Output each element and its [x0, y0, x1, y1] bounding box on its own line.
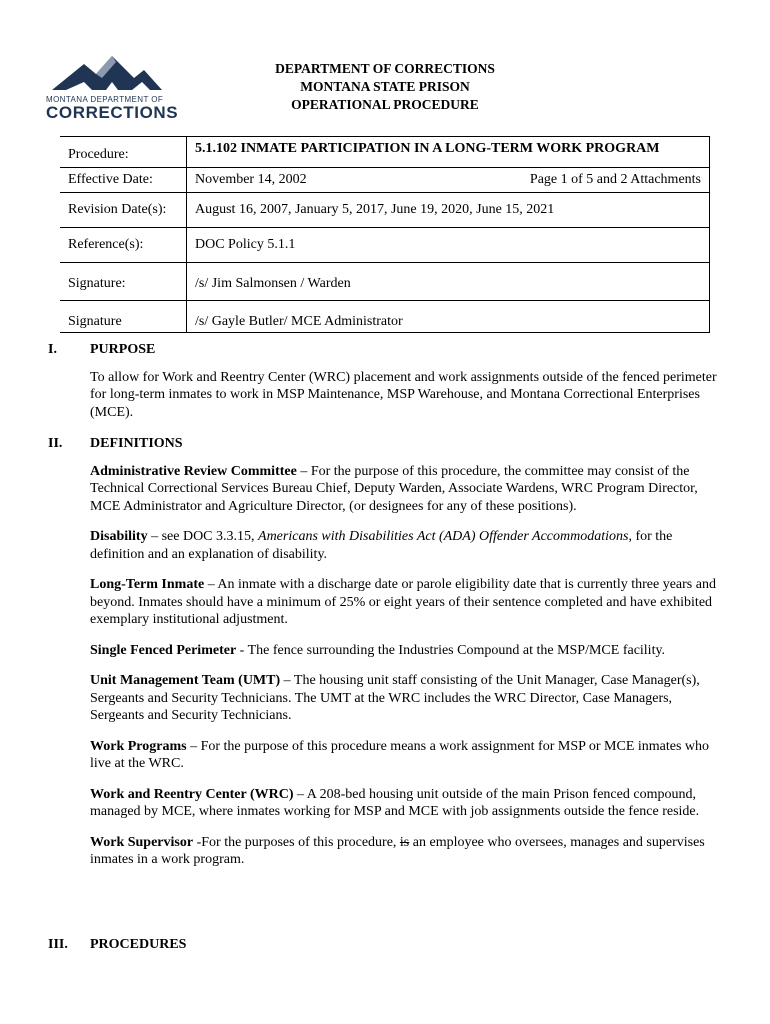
meta-row-procedure	[60, 137, 710, 168]
definition-term: Work Programs	[90, 738, 187, 754]
meta-row-signature-2	[60, 301, 710, 333]
definitions-list	[90, 463, 728, 869]
section-number: II.	[48, 436, 63, 451]
header-line-1: DEPARTMENT OF CORRECTIONS	[275, 61, 495, 76]
signature-2-label: Signature	[60, 301, 187, 333]
definition-text: – For the purpose of this procedure, the committee may consist of the Technical Correctional Services Bureau Chief, Deputy Warden, Associate Wardens, WRC Program Director, MCE Administrator and Agriculture Director, (or designees for any of these positions).	[90, 463, 698, 514]
effective-value: November 14, 2002	[195, 172, 307, 187]
section-title: DEFINITIONS	[90, 436, 183, 451]
effective-label: Effective Date:	[60, 168, 187, 193]
section-purpose	[48, 341, 728, 421]
purpose-text: To allow for Work and Reentry Center (WRC) placement and work assignments outside of the fenced perimeter for long-term inmates to work in MSP Maintenance, MSP Warehouse, and Montana Correctional Enterprises (MCE).	[90, 369, 717, 420]
meta-row-reference	[60, 228, 710, 263]
definition-text: , for the definition and an explanation of disability.	[90, 529, 673, 562]
header-line-2: MONTANA STATE PRISON	[300, 79, 470, 94]
definition-item	[90, 642, 728, 660]
page-info: Page 1 of 5 and 2 Attachments	[529, 172, 701, 187]
section-title: PURPOSE	[90, 342, 156, 357]
definition-text: – The housing unit staff consisting of the Unit Manager, Case Manager(s), Sergeants and Security Technicians. The UMT at the WRC includes the WRC Director, Case Managers, Sergeants and Security Technicians.	[90, 673, 700, 723]
definition-text: -For the purposes of this procedure,	[193, 834, 400, 850]
section-procedures	[48, 936, 728, 954]
definition-term: Unit Management Team (UMT)	[90, 673, 281, 688]
definition-term: Disability	[90, 529, 148, 544]
section-heading	[48, 435, 728, 453]
revision-value: August 16, 2007, January 5, 2017, June 19, 2020, June 15, 2021	[187, 193, 710, 228]
meta-row-effective	[60, 168, 710, 193]
definition-item	[90, 738, 728, 773]
definition-item	[90, 463, 728, 516]
signature-1-label: Signature:	[60, 263, 187, 301]
procedure-meta-table	[60, 136, 710, 333]
definition-term: Long-Term Inmate	[90, 577, 205, 592]
definition-text: - The fence surrounding the Industries Compound at the MSP/MCE facility.	[236, 642, 666, 658]
logo-title: CORRECTIONS	[46, 103, 179, 122]
signature-2-value: /s/ Gayle Butler/ MCE Administrator	[187, 301, 710, 333]
effective-cell	[187, 168, 710, 193]
meta-row-signature-1	[60, 263, 710, 301]
definition-term: Administrative Review Committee	[90, 463, 297, 479]
definition-term: Single Fenced Perimeter	[90, 642, 237, 658]
section-number: I.	[48, 342, 57, 357]
definition-item	[90, 528, 728, 563]
section-number: III.	[48, 937, 68, 952]
definition-text: – For the purpose of this procedure means a work assignment for MSP or MCE inmates who live at the WRC.	[90, 738, 710, 771]
logo-subtitle: MONTANA DEPARTMENT OF	[46, 95, 164, 104]
section-definitions	[48, 435, 728, 882]
definition-item	[90, 834, 728, 869]
mountain-logo-icon	[52, 52, 162, 92]
definition-text: – An inmate with a discharge date or parole eligibility date that is currently three years and beyond. Inmates should have a minimum of 25% or eight years of their sentence completed and have exhibited exemplary institutional adjustment.	[90, 577, 716, 627]
definition-item	[90, 786, 728, 821]
definition-term: Work Supervisor	[90, 834, 194, 850]
definition-text: an employee who oversees, manages and supervises inmates in a work program.	[90, 834, 705, 867]
doc-logo	[44, 52, 179, 122]
definition-item	[90, 672, 728, 725]
revision-label: Revision Date(s):	[60, 193, 187, 228]
reference-label: Reference(s):	[60, 228, 187, 263]
definition-text: – see DOC 3.3.15,	[147, 529, 259, 544]
section-heading	[48, 341, 728, 359]
section-title: PROCEDURES	[90, 937, 187, 952]
procedure-label: Procedure:	[60, 137, 187, 168]
struck-text: is	[399, 834, 410, 850]
document-header	[200, 60, 570, 114]
reference-value: DOC Policy 5.1.1	[187, 228, 710, 263]
header-line-3: OPERATIONAL PROCEDURE	[291, 97, 479, 112]
definition-term: Work and Reentry Center (WRC)	[90, 786, 294, 802]
signature-1-value: /s/ Jim Salmonsen / Warden	[187, 263, 710, 301]
meta-row-revision	[60, 193, 710, 228]
definition-reference-title: Americans with Disabilities Act (ADA) Offender Accommodations	[258, 529, 629, 544]
procedure-value: 5.1.102 INMATE PARTICIPATION IN A LONG-TERM WORK PROGRAM	[187, 137, 710, 168]
section-heading	[48, 936, 728, 954]
definition-text: – A 208-bed housing unit outside of the main Prison fenced compound, managed by MCE, where inmates working for MSP and MCE with job assignments outside the fence reside.	[90, 786, 700, 819]
definition-item	[90, 576, 728, 629]
